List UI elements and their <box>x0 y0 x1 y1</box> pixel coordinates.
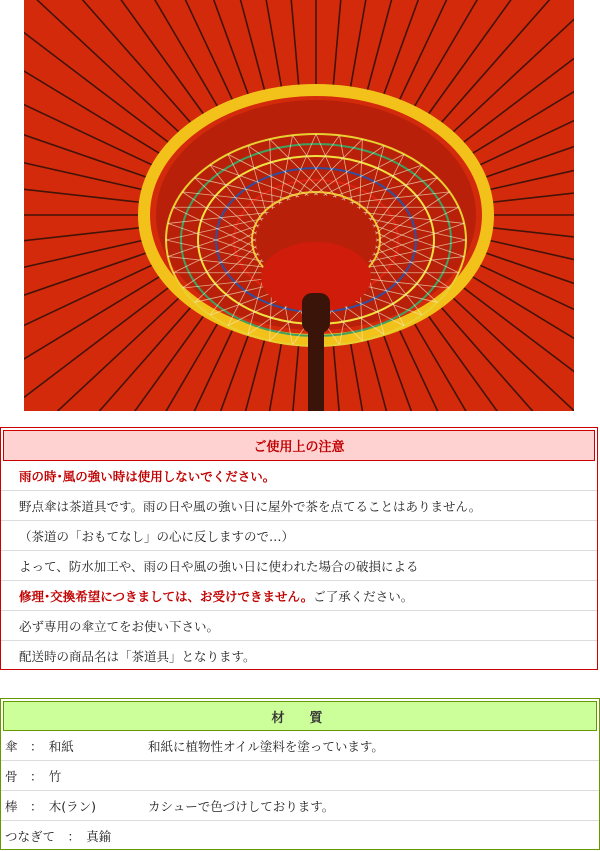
notice-row-6 <box>1 611 597 641</box>
material-item: 棒 ： 木(ラン) <box>5 797 96 815</box>
material-item: 傘 ： 和紙 <box>5 737 74 755</box>
umbrella-shaft <box>308 325 324 411</box>
notice-row-1 <box>1 461 597 491</box>
material-row-pole <box>1 791 599 821</box>
notice-text: 必ず専用の傘立てをお使い下さい。 <box>19 617 219 635</box>
material-title: 材 質 <box>3 701 597 731</box>
usage-notice-box <box>0 427 598 670</box>
notice-emphasis-text: 修理･交換希望につきましては、お受けできません。 <box>19 587 313 605</box>
material-desc: カシューで色づけしております。 <box>148 797 334 815</box>
material-desc: 和紙に植物性オイル塗料を塗っています。 <box>148 737 384 755</box>
material-item: つなぎて ： 真鍮 <box>5 827 111 845</box>
notice-row-4 <box>1 551 597 581</box>
material-row-joint <box>1 821 599 851</box>
material-row-canopy <box>1 731 599 761</box>
notice-text: ご了承ください。 <box>313 587 413 605</box>
notice-row-2 <box>1 491 597 521</box>
notice-row-3 <box>1 521 597 551</box>
material-box <box>0 698 600 850</box>
notice-text: よって、防水加工や、雨の日や風の強い日に使われた場合の破損による <box>19 557 419 575</box>
notice-text: （茶道の「おもてなし」の心に反しますので…） <box>19 527 294 545</box>
notice-text: 野点傘は茶道具です。雨の日や風の強い日に屋外で茶を点てることはありません。 <box>19 497 481 515</box>
notice-row-5 <box>1 581 597 611</box>
usage-notice-title: ご使用上の注意 <box>3 430 595 461</box>
material-row-ribs <box>1 761 599 791</box>
material-item: 骨 ： 竹 <box>5 767 61 785</box>
notice-warning-text: 雨の時･風の強い時は使用しないでください。 <box>19 467 275 485</box>
notice-row-7 <box>1 641 597 671</box>
umbrella-illustration <box>24 0 574 411</box>
umbrella-photo <box>24 0 574 411</box>
notice-text: 配送時の商品名は「茶道具」となります。 <box>19 647 256 665</box>
